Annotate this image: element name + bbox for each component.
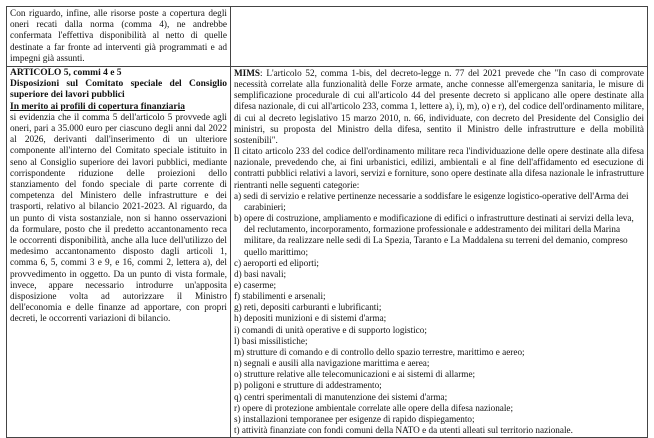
list-item: i) comandi di unità operative e di supporto logistico; [234,324,427,335]
list-item: b) opere di costruzione, ampliamento e modificazione di edifici o infrastrutture destinati ai servizi della leva, del reclutamento, incorporamento, formazione professionale e addestramento dei militari della Marina militare, da realizzare nelle sedi di La Spezia, Taranto e La Maddalena su terreni del demanio, compreso quello marittimo; [234,213,634,257]
row1-right-cell [231,7,648,67]
coverage-note: Con riguardo, infine, alle risorse poste a copertura degli oneri recati dalla norma (comma 4), ne andrebbe confermata l'effettiva disponibilità al netto di quelle destinate a far fronte ad interventi già programmati e ad impegni già assunti. [10,9,227,64]
list-item: p) poligoni e strutture di addestramento; [234,380,382,391]
list-item: q) centri sperimentali di manutenzione dei sistemi d'arma; [234,391,448,402]
list-item: r) opere di protezione ambientale correlate alle opere della difesa nazionale; [234,402,514,413]
list-item: e) caserme; [234,279,277,290]
list-item: g) reti, depositi carburanti e lubrificanti; [234,302,382,313]
table-row [7,67,648,438]
mims-intro-text: : L'articolo 52, comma 1-bis, del decreto-legge n. 77 del 2021 prevede che "In caso di comprovate necessità correlate alla funzionalità delle Forze armate, anche connesse all'emergenza sanitaria, le misure di semplificazione procedurale di cui all'articolo 44 del presente decreto si applicano alle opere destinate alla difesa nazionale, di cui all'articolo 233, comma 1, lettere a), i), m), o) e r), del codice dell'ordinamento militare, di cui al decreto legislativo 15 marzo 2010, n. 66, individuate, con decreto del Presidente del Consiglio dei ministri, su proposta del Ministro della difesa, sentito il Ministro delle infrastrutture e della mobilità sostenibili". [234,68,644,145]
list-item: d) basi navali; [234,268,287,279]
row2-right-cell [231,67,648,438]
comparison-table [6,6,648,438]
category-list [234,191,644,436]
list-item: t) attività finanziate con fondi comuni della NATO e da utenti alleati sul territorio nazionale. [234,425,573,436]
list-item: l) basi missilistiche; [234,335,308,346]
mims-label: MIMS [234,68,261,79]
table-row [7,7,648,67]
article-subtitle: Disposizioni sul Comitato speciale del Consiglio superiore dei lavori pubblici [10,79,227,101]
article-233-paragraph: Il citato articolo 233 del codice dell'ordinamento militare reca l'individuazione delle opere destinate alla difesa nazionale, prevedendo che, ai fini urbanistici, edilizi, ambientali e al fine dell'affidamento ed esecuzione di contratti pubblici relativi a lavori, servizi e forniture, sono opere destinate alla difesa nazionale le infrastrutture rientranti nelle seguenti categorie: [234,146,644,190]
list-item: c) aeroporti ed eliporti; [234,257,319,268]
coverage-paragraph: si evidenzia che il comma 5 dell'articolo 5 provvede agli oneri, pari a 35.000 euro per ciascuno degli anni dal 2022 al 2026, derivanti dall'inserimento di un ulteriore componente all'interno del Comitato speciale istituito in seno al Consiglio superiore dei lavori pubblici, mediante corrispondente riduzione delle proiezioni dello stanziamento del fondo speciale di parte corrente di competenza del Ministero delle infrastrutture e dei trasporti, relativo al bilancio 2021-2023. Al riguardo, da un punto di vista sostanziale, non si hanno osservazioni da formulare, posto che il predetto accantonamento reca le occorrenti disponibilità, anche alla luce dell'utilizzo del medesimo accantonamento disposto dagli articoli 1, comma 6, 5, commi 3 e 9, e 16, commi 2, lettera a), del provvedimento in oggetto. Da un punto di vista formale, invece, appare necessario introdurre un'apposita disposizione volta ad autorizzare il Ministro dell'economia e delle finanze ad apportare, con propri decreti, le occorrenti variazioni di bilancio. [10,112,227,325]
row2-left-cell [7,67,231,438]
list-item: n) segnali e ausili alla navigazione marittima e aerea; [234,358,430,369]
coverage-heading: In merito ai profili di copertura finanziaria [10,101,186,112]
list-item: s) installazioni temporanee per esigenze di rapido dispiegamento; [234,413,475,424]
list-item: m) strutture di comando e di controllo dello spazio terrestre, marittimo e aereo; [234,346,525,357]
list-item: h) depositi munizioni e di sistemi d'arma; [234,313,387,324]
list-item: a) sedi di servizio e relative pertinenze necessarie a soddisfare le esigenze logistico-operative dell'Arma dei carabinieri; [234,190,629,212]
list-item: o) strutture relative alle telecomunicazioni e ai sistemi di allarme; [234,369,476,380]
row1-left-cell [7,7,231,67]
list-item: f) stabilimenti e arsenali; [234,291,326,302]
article-title: ARTICOLO 5, commi 4 e 5 [10,68,122,79]
mims-intro-paragraph [234,68,644,146]
